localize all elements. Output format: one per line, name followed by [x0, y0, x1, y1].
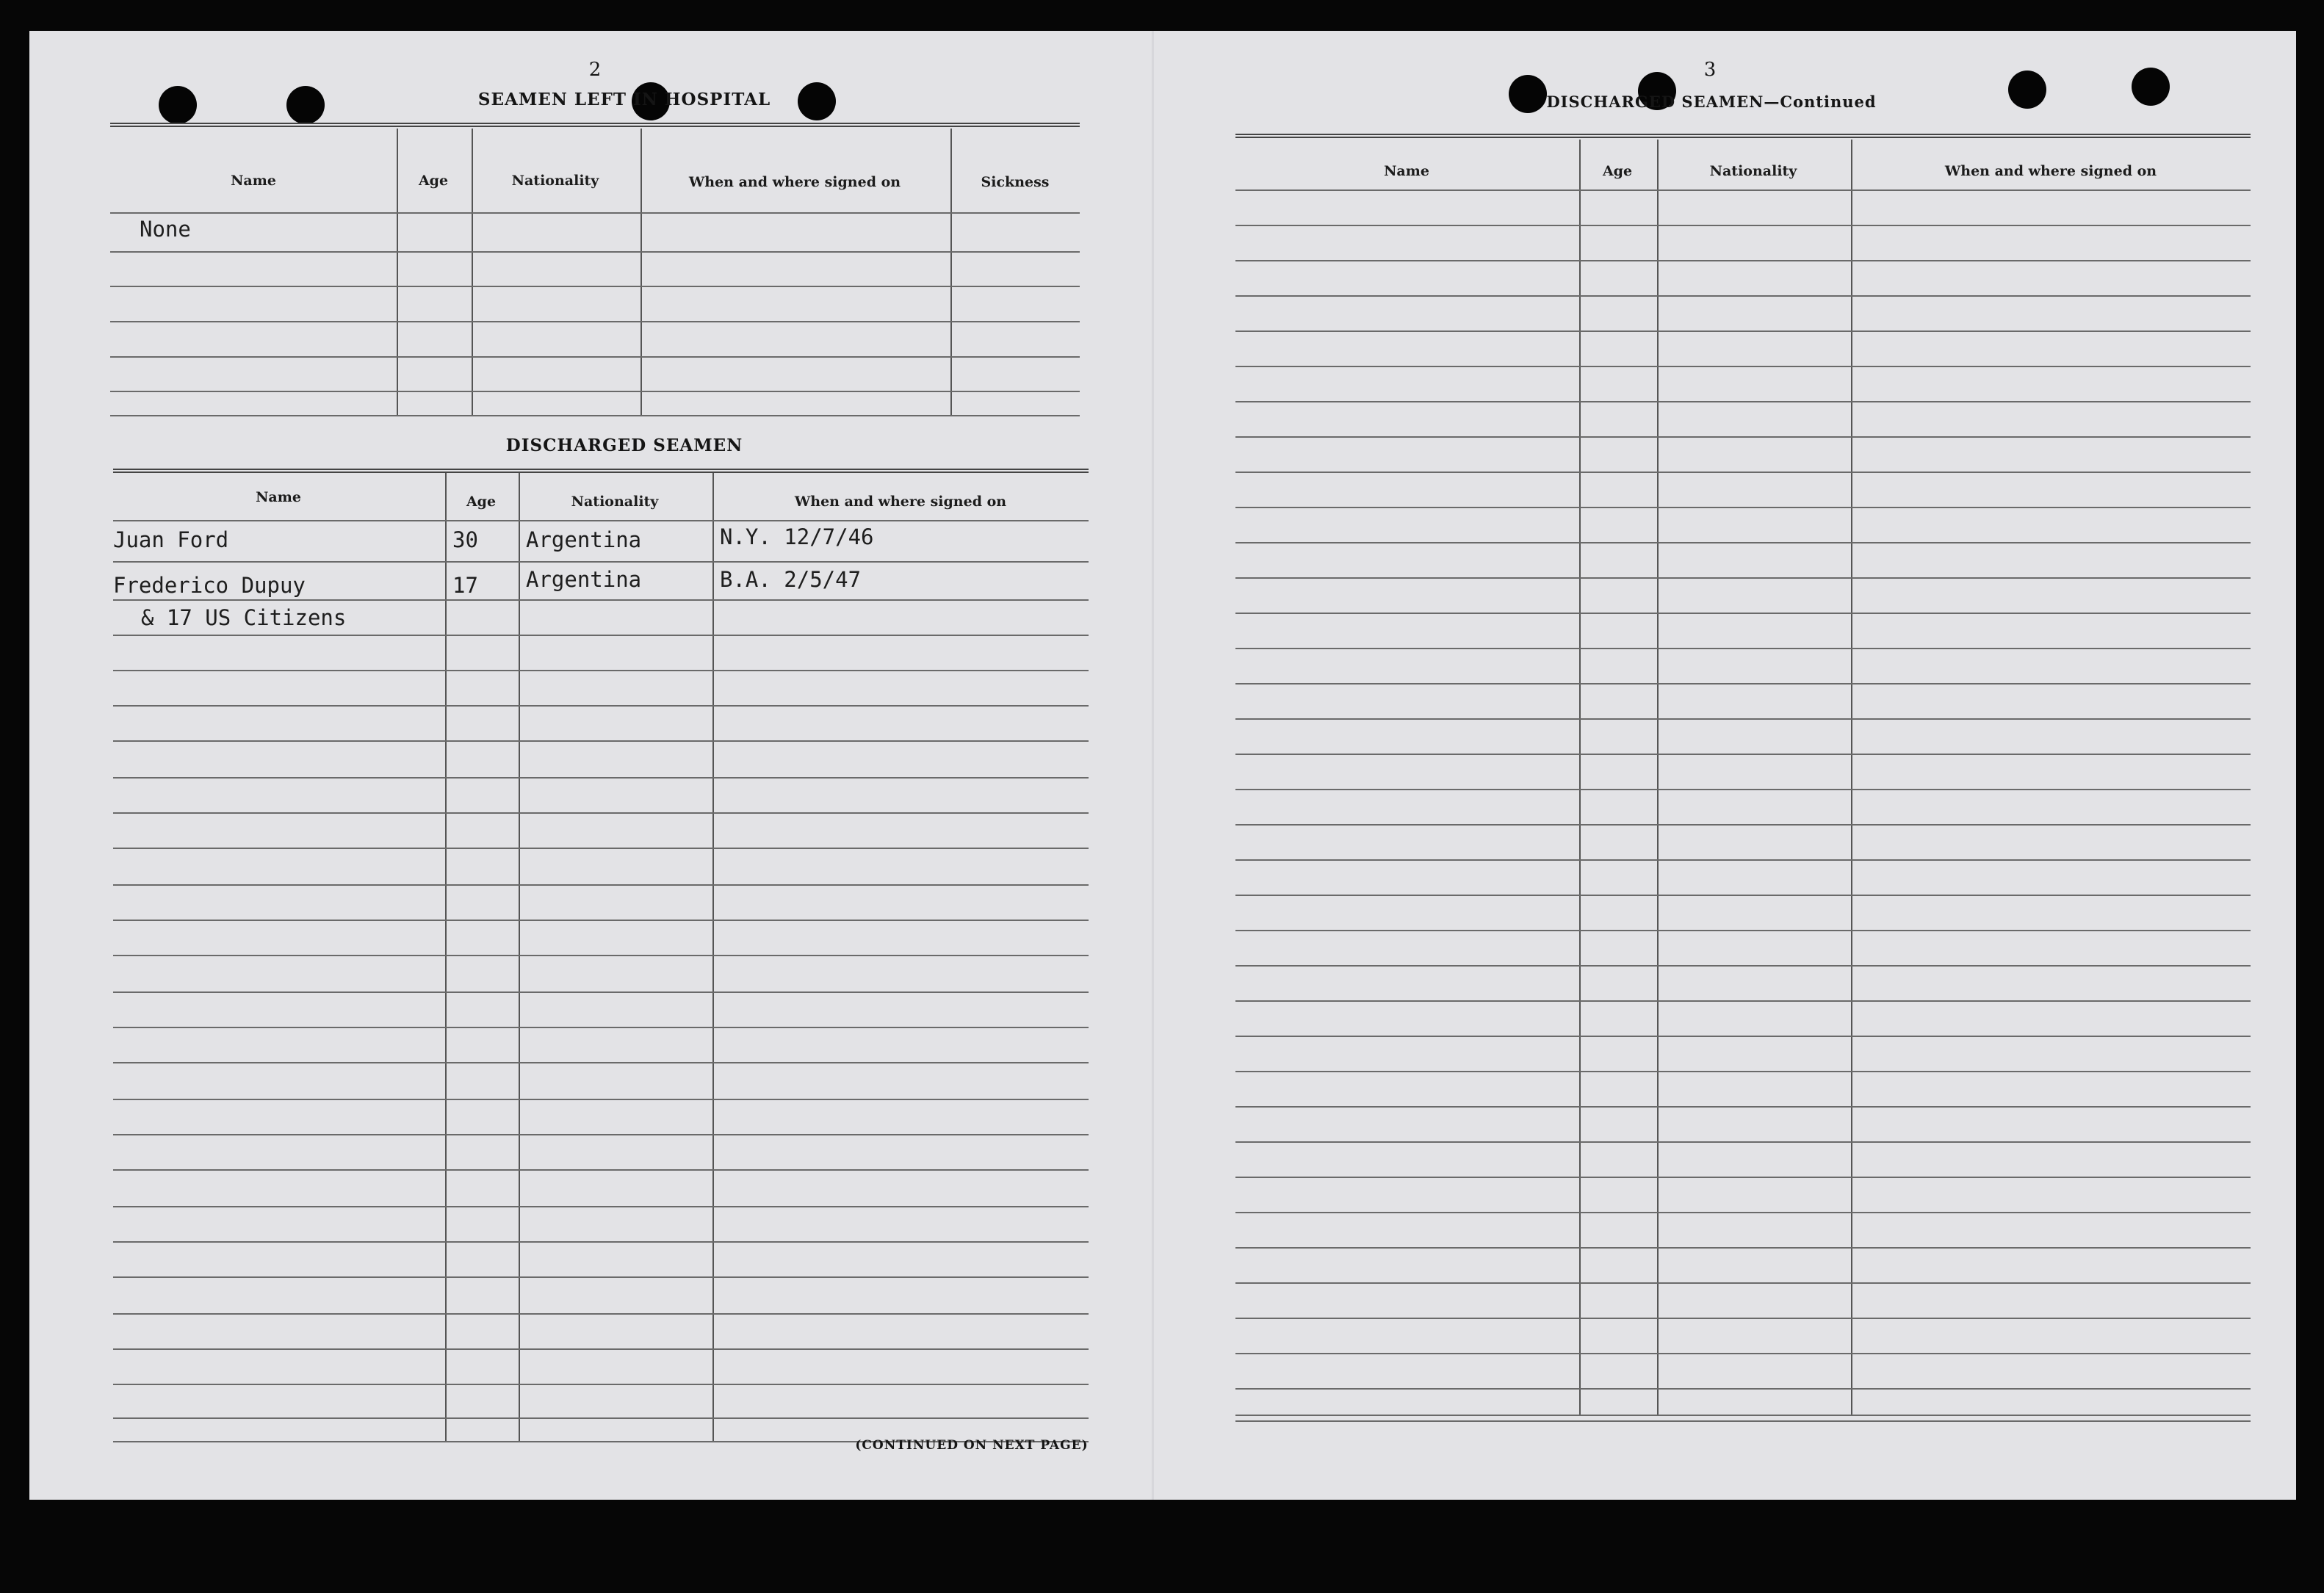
discharged-header-age: Age	[466, 494, 497, 510]
seaman-signed-on: N.Y. 12/7/46	[720, 524, 874, 549]
continued-footer: (CONTINUED ON NEXT PAGE)	[855, 1438, 1089, 1453]
discharged-header-nationality: Nationality	[571, 494, 659, 510]
continued-header-signed-on: When and where signed on	[1944, 163, 2157, 179]
seaman-age: 17	[452, 573, 478, 598]
seaman-age: 30	[452, 527, 478, 552]
punch-hole	[159, 86, 197, 124]
ledger-sheet	[29, 31, 2296, 1500]
discharged-table	[113, 469, 1089, 1511]
discharged-section-title: DISCHARGED SEAMEN	[505, 436, 743, 455]
seaman-signed-on: B.A. 2/5/47	[720, 567, 862, 592]
page-fold	[1152, 31, 1154, 1500]
continued-section-title: DISCHARGED SEAMEN—Continued	[1546, 93, 1877, 111]
punch-hole	[2132, 68, 2170, 106]
seaman-name: Frederico Dupuy	[113, 573, 306, 598]
page-number-right: 3	[1703, 59, 1717, 81]
hospital-entry: None	[140, 217, 191, 242]
hospital-header-age: Age	[418, 173, 449, 189]
hospital-header-signed-on: When and where signed on	[688, 174, 901, 190]
seaman-nationality: Argentina	[526, 567, 642, 592]
continued-header-name: Name	[1384, 163, 1429, 179]
hospital-table	[110, 123, 1080, 453]
discharged-header-signed-on: When and where signed on	[794, 494, 1007, 510]
hospital-section-title: SEAMEN LEFT IN HOSPITAL	[477, 90, 771, 109]
hospital-header-name: Name	[231, 173, 276, 189]
discharged-continued-table	[1235, 134, 2251, 1456]
continued-header-age: Age	[1602, 163, 1633, 179]
punch-hole	[286, 86, 325, 124]
seaman-name: Juan Ford	[113, 527, 229, 552]
hospital-header-sickness: Sickness	[981, 174, 1050, 190]
continued-header-nationality: Nationality	[1709, 163, 1797, 179]
discharged-header-name: Name	[256, 489, 301, 505]
hospital-header-nationality: Nationality	[511, 173, 599, 189]
seaman-nationality: Argentina	[526, 527, 642, 552]
page-number-left: 2	[588, 59, 602, 81]
punch-hole	[2008, 71, 2046, 109]
discharged-note: & 17 US Citizens	[141, 605, 347, 630]
